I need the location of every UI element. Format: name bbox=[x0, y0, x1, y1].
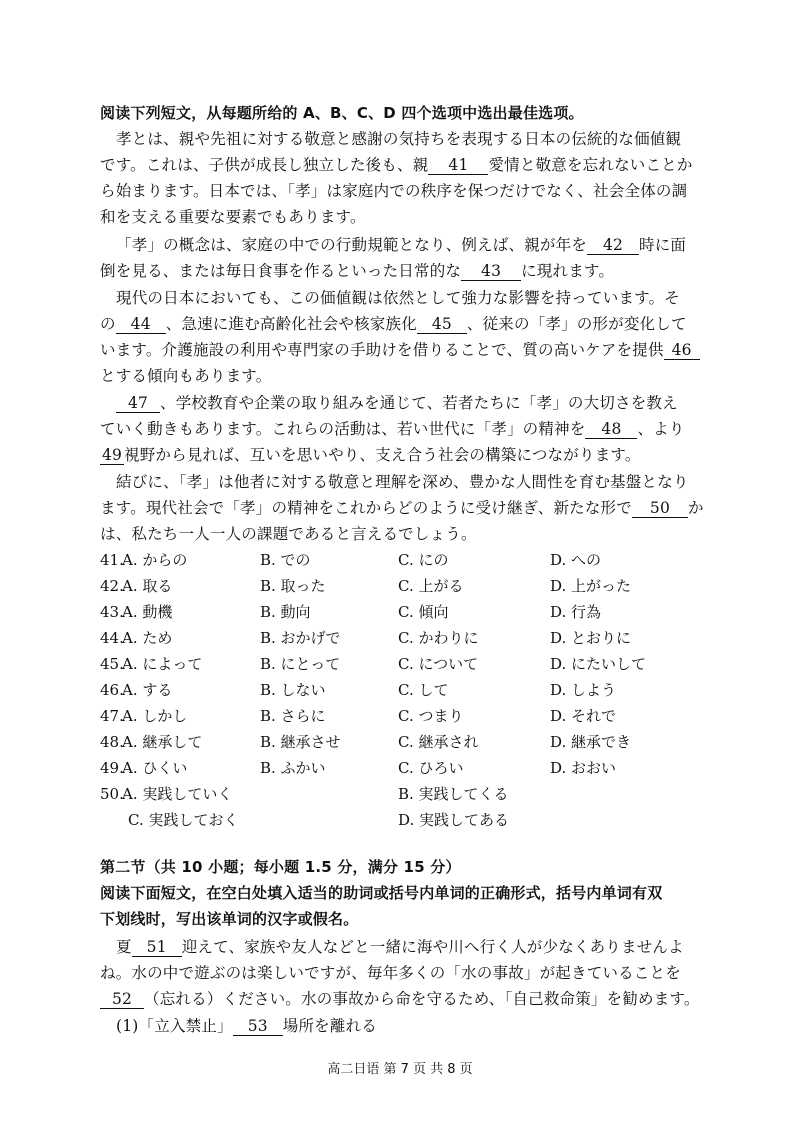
passage-line: 現代の日本においても、この価値観は依然として強力な影響を持っています。そ bbox=[116, 289, 680, 307]
option-row-42: 42. A. 取る B. 取った C. 上がる D. 上がった bbox=[100, 574, 700, 598]
passage-line: ていく動きもあります。これらの活動は、若い世代に「孝」の精神を 48 、より bbox=[100, 420, 685, 438]
blank-46[interactable]: 46 bbox=[664, 341, 700, 360]
passage-line: います。介護施設の利用や専門家の手助けを借りることで、質の高いケアを提供 46 bbox=[100, 337, 710, 363]
option-b[interactable]: B. 取った bbox=[260, 577, 326, 595]
blank-50[interactable]: 50 bbox=[632, 499, 688, 518]
passage-line: です。これは、子供が成長し独立した後も、親 41 愛情と敬意を忘れないことか bbox=[100, 156, 693, 174]
passage-line: 孝とは、親や先祖に対する敬意と感謝の気持ちを表現する日本の伝統的な価値観 bbox=[116, 130, 682, 148]
option-a[interactable]: A. ため bbox=[122, 629, 173, 647]
section-instruction: 阅读下面短文，在空白处填入适当的助词或括号内单词的正确形式，括号内单词有双 bbox=[100, 884, 663, 902]
blank-43[interactable]: 43 bbox=[461, 262, 521, 281]
option-d[interactable]: D. にたいして bbox=[550, 655, 647, 673]
option-a[interactable]: A. ひくい bbox=[122, 759, 188, 777]
option-a[interactable]: A. する bbox=[122, 681, 173, 699]
section-title: 第二节（共 10 小题；每小题 1.5 分，满分 15 分） bbox=[100, 858, 461, 876]
option-c[interactable]: C. 継承され bbox=[398, 733, 479, 751]
passage-line: 49 視野から見れば、互いを思いやり、支え合う社会の構築につながります。 bbox=[101, 446, 641, 464]
option-row-43: 43. A. 動機 B. 動向 C. 傾向 D. 行為 bbox=[100, 600, 700, 624]
option-c[interactable]: C. 実践しておく bbox=[128, 811, 239, 829]
option-b[interactable]: B. ふかい bbox=[260, 759, 326, 777]
passage-line: の 44 、急速に進む高齢化社会や核家族化 45 、従来の「孝」の形が変化して bbox=[100, 315, 687, 333]
passage-line: 「孝」の概念は、家庭の中での行動規範となり、例えば、親が年を 42 時に面 bbox=[116, 236, 687, 254]
option-b[interactable]: B. おかげで bbox=[260, 629, 341, 647]
blank-44[interactable]: 44 bbox=[116, 315, 166, 334]
option-d[interactable]: D. への bbox=[550, 551, 602, 569]
option-c[interactable]: C. にの bbox=[398, 551, 449, 569]
option-row-50: 50. A. 実践していく B. 実践してくる bbox=[100, 782, 700, 806]
passage-line: ね。水の中で遊ぶのは楽しいですが、毎年多くの「水の事故」が起きていることを bbox=[100, 964, 681, 982]
option-c[interactable]: C. つまり bbox=[398, 707, 464, 725]
option-a[interactable]: A. 動機 bbox=[122, 603, 173, 621]
blank-41[interactable]: 41 bbox=[428, 156, 488, 175]
option-d[interactable]: D. おおい bbox=[550, 759, 617, 777]
option-a[interactable]: A. 継承して bbox=[122, 733, 203, 751]
option-a[interactable]: A. 実践していく bbox=[122, 785, 233, 803]
passage-line: (1)「立入禁止」 53 場所を離れる bbox=[116, 1017, 377, 1035]
option-row-46: 46. A. する B. しない C. して D. しよう bbox=[100, 678, 700, 702]
passage-line: 倒を見る、または毎日食事を作るといった日常的な 43 に現れます。 bbox=[100, 262, 615, 280]
option-d[interactable]: D. 実践してある bbox=[398, 811, 510, 829]
option-c[interactable]: C. について bbox=[398, 655, 479, 673]
blank-49[interactable]: 49 bbox=[101, 446, 123, 464]
passage-line: 和を支える重要な要素でもあります。 bbox=[100, 208, 366, 226]
instruction: 阅读下列短文，从每题所给的 A、B、C、D 四个选项中选出最佳选项。 bbox=[100, 104, 584, 122]
passage-line: 52 （忘れる）ください。水の事故から命を守るため、「自己救命策」を勧めます。 bbox=[100, 986, 710, 1012]
blank-47[interactable]: 47 bbox=[116, 394, 160, 413]
option-row-44: 44. A. ため B. おかげで C. かわりに D. とおりに bbox=[100, 626, 700, 650]
option-row-45: 45. A. によって B. にとって C. について D. にたいして bbox=[100, 652, 700, 676]
passage-line: は、私たち一人一人の課題であると言えるでしょう。 bbox=[100, 525, 477, 543]
option-d[interactable]: D. とおりに bbox=[550, 629, 632, 647]
option-a[interactable]: A. しかし bbox=[122, 707, 188, 725]
option-a[interactable]: A. 取る bbox=[122, 577, 173, 595]
option-b[interactable]: B. 実践してくる bbox=[398, 785, 509, 803]
option-b[interactable]: B. での bbox=[260, 551, 311, 569]
blank-45[interactable]: 45 bbox=[417, 315, 467, 334]
option-b[interactable]: B. しない bbox=[260, 681, 326, 699]
option-d[interactable]: D. 継承でき bbox=[550, 733, 632, 751]
passage-line: ら始まります。日本では、「孝」は家庭内での秩序を保つだけでなく、社会全体の調 bbox=[100, 182, 688, 200]
option-row-49: 49. A. ひくい B. ふかい C. ひろい D. おおい bbox=[100, 756, 700, 780]
option-b[interactable]: B. にとって bbox=[260, 655, 341, 673]
option-a[interactable]: A. からの bbox=[122, 551, 188, 569]
option-c[interactable]: C. かわりに bbox=[398, 629, 479, 647]
option-d[interactable]: D. それで bbox=[550, 707, 617, 725]
passage-line: 夏 51 迎えて、家族や友人などと一緒に海や川へ行く人が少なくありませんよ bbox=[116, 938, 684, 956]
passage-line: ます。現代社会で「孝」の精神をこれからどのように受け継ぎ、新たな形で 50 か bbox=[100, 499, 704, 517]
blank-51[interactable]: 51 bbox=[132, 938, 182, 957]
option-b[interactable]: B. さらに bbox=[260, 707, 326, 725]
blank-48[interactable]: 48 bbox=[585, 420, 637, 439]
option-c[interactable]: C. 上がる bbox=[398, 577, 464, 595]
option-row-41: 41. A. からの B. での C. にの D. への bbox=[100, 548, 700, 572]
section-instruction: 下划线时，写出该单词的汉字或假名。 bbox=[100, 910, 359, 928]
passage-line: 結びに、「孝」は他者に対する敬意と理解を深め、豊かな人間性を育む基盤となり bbox=[116, 473, 689, 491]
option-d[interactable]: D. 上がった bbox=[550, 577, 632, 595]
passage-line: とする傾向もあります。 bbox=[100, 367, 272, 385]
blank-42[interactable]: 42 bbox=[587, 236, 639, 255]
option-b[interactable]: B. 動向 bbox=[260, 603, 311, 621]
passage-line: 47 、学校教育や企業の取り組みを通じて、若者たちに「孝」の大切さを教え bbox=[116, 390, 726, 416]
blank-52[interactable]: 52 bbox=[100, 990, 144, 1009]
page-footer: 高二日语 第 7 页 共 8 页 bbox=[327, 1062, 473, 1077]
option-row-50b bbox=[100, 808, 700, 832]
option-row-48: 48. A. 継承して B. 継承させ C. 継承され D. 継承でき bbox=[100, 730, 700, 754]
option-c[interactable]: C. 傾向 bbox=[398, 603, 449, 621]
option-d[interactable]: D. 行為 bbox=[550, 603, 602, 621]
option-c[interactable]: C. して bbox=[398, 681, 449, 699]
option-b[interactable]: B. 継承させ bbox=[260, 733, 341, 751]
blank-53[interactable]: 53 bbox=[233, 1017, 283, 1036]
option-row-47: 47. A. しかし B. さらに C. つまり D. それで bbox=[100, 704, 700, 728]
option-a[interactable]: A. によって bbox=[122, 655, 203, 673]
option-d[interactable]: D. しよう bbox=[550, 681, 617, 699]
option-c[interactable]: C. ひろい bbox=[398, 759, 464, 777]
